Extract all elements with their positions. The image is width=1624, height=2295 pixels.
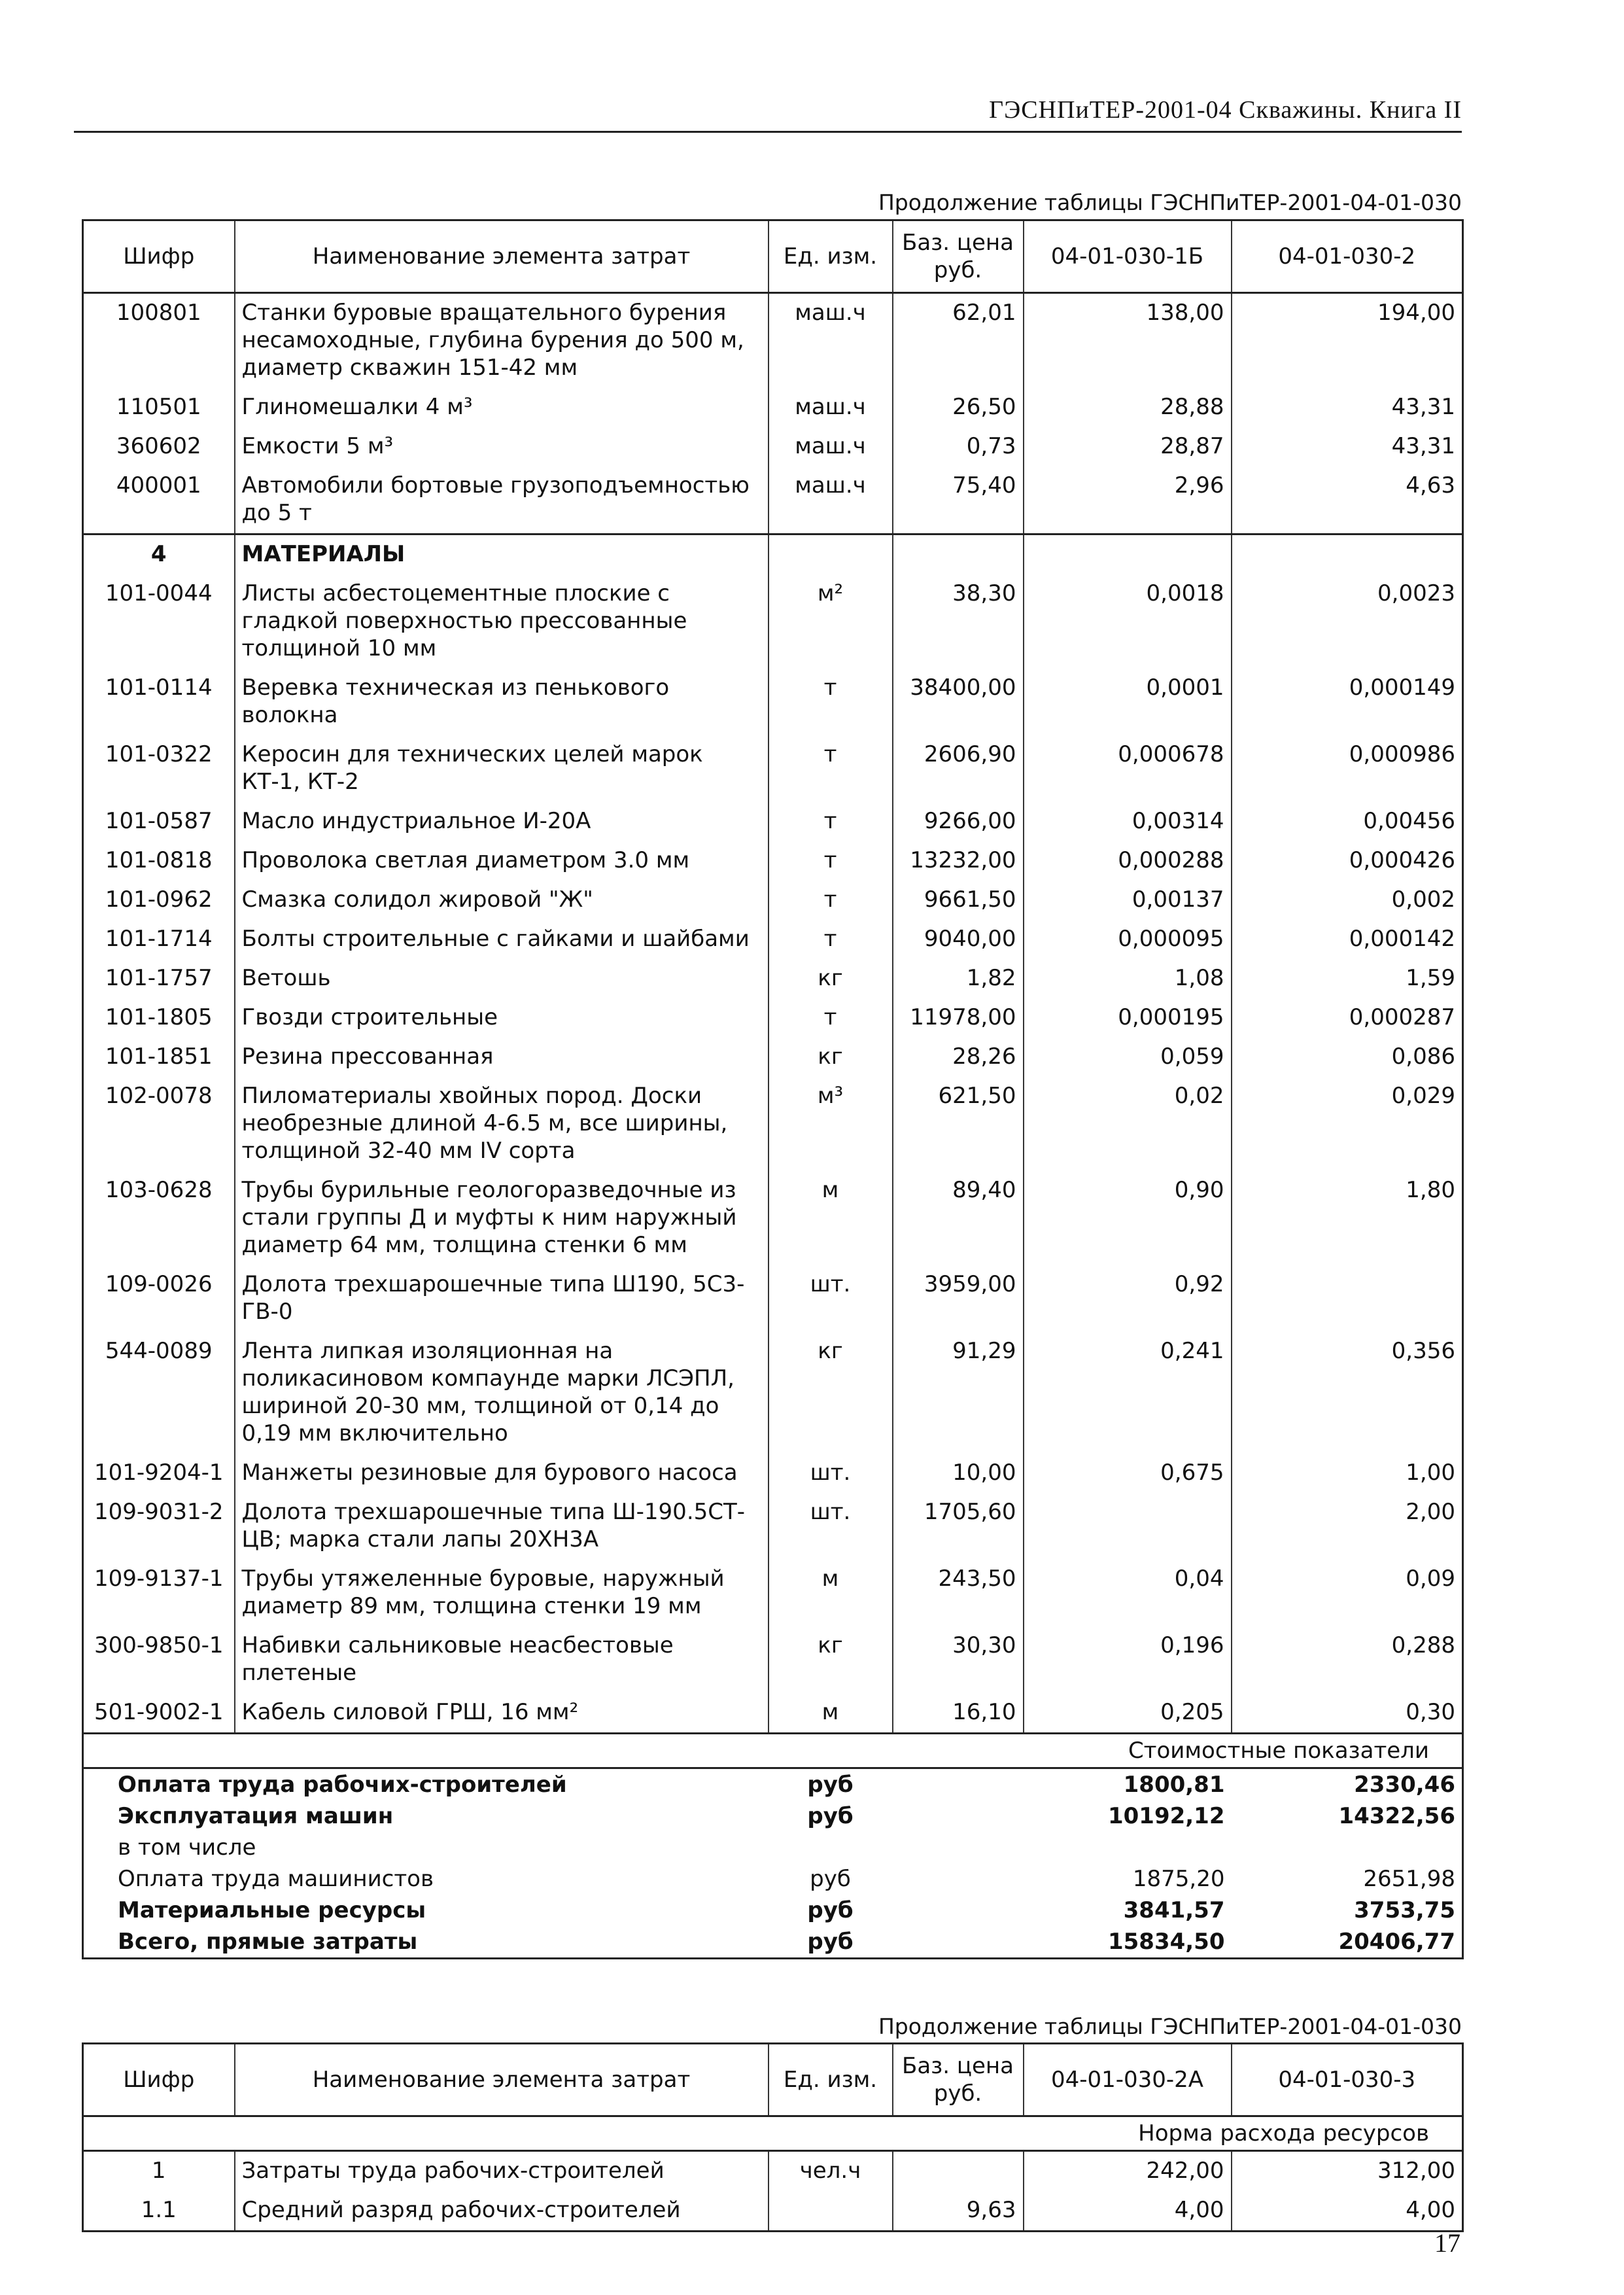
norm-value-2: 0,30 [1232,1693,1463,1734]
base-price [893,2151,1024,2192]
norm-value-2: 0,09 [1232,1560,1463,1626]
norm-value-1: 2,96 [1024,466,1232,534]
cost-value-2 [1232,1832,1463,1863]
cost-name: в том числе [118,1834,256,1861]
resource-name: Веревка техническая из пенькового волокна [235,669,769,735]
base-price: 91,29 [893,1332,1024,1454]
norm-value-1: 0,0001 [1024,669,1232,735]
resource-unit: м [769,1560,893,1626]
cost-header-row [83,1734,1463,1768]
col-header-unit: Ед. изм. [769,2044,893,2116]
resource-name: Масло индустриальное И-20А [235,802,769,841]
norm-value-1: 0,000195 [1024,998,1232,1038]
resource-unit: кг [769,1626,893,1693]
cost-unit: руб [769,1926,893,1959]
table-body [83,2116,1463,2232]
resource-unit: шт. [769,1493,893,1560]
cost-unit: руб [807,1897,854,1923]
table-row [83,1171,1463,1265]
col-header-code: Шифр [83,220,235,293]
resource-unit: м [769,1693,893,1734]
norm-value-2: 0,000287 [1232,998,1463,1038]
table-row [83,802,1463,841]
norm-value-2: 0,000426 [1232,841,1463,881]
cost-name: Материальные ресурсы [118,1897,426,1923]
table-row [83,574,1463,669]
cost-section-title: Стоимостные показатели [83,1734,1463,1768]
empty-cell [893,534,1024,575]
norm-value-2: 0,000142 [1232,920,1463,959]
resource-code: 501-9002-1 [94,1699,224,1725]
table-continuation-caption-2: Продолжение таблицы ГЭСНПиТЕР-2001-04-01-030 [878,2014,1462,2039]
cost-row [83,1926,1463,1959]
base-price: 10,00 [893,1454,1024,1493]
norm-value-2: 312,00 [1232,2151,1463,2192]
norm-value-2: 0,288 [1232,1626,1463,1693]
norm-value-2: 0,0023 [1232,574,1463,669]
norm-value-1: 0,675 [1024,1454,1232,1493]
resource-code: 101-0114 [105,674,213,701]
resource-unit: т [769,920,893,959]
norm-value-1: 0,000095 [1024,920,1232,959]
norm-value-1: 0,0018 [1024,574,1232,669]
norm-value-1: 0,000678 [1024,735,1232,802]
norm-value-2: 0,00456 [1232,802,1463,841]
cost-unit: руб [810,1866,851,1892]
resource-unit: м² [769,574,893,669]
page-number: 17 [1434,2228,1460,2258]
empty-cell [893,1768,1024,1801]
resource-name: Ветошь [235,959,769,998]
base-price: 9,63 [893,2191,1024,2232]
table-row [83,1560,1463,1626]
cost-name: Всего, прямые затраты [83,1926,769,1959]
resource-unit: кг [769,959,893,998]
table-row [83,841,1463,881]
norm-value-1: 0,059 [1024,1038,1232,1077]
resource-code: 109-0026 [105,1271,213,1297]
table-row [83,1693,1463,1734]
table-row [83,1454,1463,1493]
base-price: 13232,00 [893,841,1024,881]
base-price: 89,40 [893,1171,1024,1265]
col-header-norm-2: 04-01-030-3 [1232,2044,1463,2116]
resource-code: 101-1714 [105,926,213,952]
resource-code: 101-0322 [105,741,213,767]
cost-value-2: 20406,77 [1232,1926,1463,1959]
col-header-name: Наименование элемента затрат [235,2044,769,2116]
resource-code: 109-9031-2 [94,1499,224,1525]
resource-name: Смазка солидол жировой "Ж" [235,881,769,920]
resource-code: 101-0818 [105,847,213,873]
table-row [83,881,1463,920]
table-row [83,1493,1463,1560]
table-row [83,1265,1463,1332]
table-row [83,388,1463,427]
table-row [83,293,1463,389]
cost-unit [769,1832,893,1863]
resource-name: Манжеты резиновые для бурового насоса [235,1454,769,1493]
resource-code: 544-0089 [105,1338,213,1364]
table-header-row [83,2044,1463,2116]
resource-unit: т [769,735,893,802]
cost-value-1: 3841,57 [1123,1897,1225,1923]
table-row [83,959,1463,998]
table-row [83,1038,1463,1077]
section-title: МАТЕРИАЛЫ [235,534,769,575]
norm-header-row [83,2116,1463,2151]
table-body [83,293,1463,1959]
resource-name: Лента липкая изоляционная на поликасиновом компаунде марки ЛСЭПЛ, шириной 20-30 мм, толщиной от 0,14 до 0,19 мм включительно [235,1332,769,1454]
cost-value-1: 10192,12 [1107,1803,1225,1829]
cost-row [83,1863,1463,1895]
resource-code: 102-0078 [105,1083,213,1109]
cost-value-1: 1875,20 [1132,1866,1225,1892]
resource-unit: шт. [769,1454,893,1493]
resource-name: Проволока светлая диаметром 3.0 мм [235,841,769,881]
resource-name: Затраты труда рабочих-строителей [235,2151,769,2192]
cost-value-2: 14322,56 [1338,1803,1455,1829]
resource-name: Трубы утяжеленные буровые, наружный диаметр 89 мм, толщина стенки 19 мм [235,1560,769,1626]
base-price: 30,30 [893,1626,1024,1693]
resource-code: 101-1851 [105,1043,213,1070]
resource-name: Набивки сальниковые неасбестовые плетеные [235,1626,769,1693]
base-price: 2606,90 [893,735,1024,802]
base-price: 1705,60 [893,1493,1024,1560]
empty-cell [769,534,893,575]
cost-value-1: 15834,50 [1024,1926,1232,1959]
resource-unit: кг [769,1332,893,1454]
base-price: 243,50 [893,1560,1024,1626]
empty-cell [1024,534,1232,575]
resource-code: 1.1 [141,2197,177,2223]
norm-value-1: 0,196 [1024,1626,1232,1693]
norm-value-2: 0,000149 [1232,669,1463,735]
resource-code: 101-0044 [105,580,213,606]
norm-value-1: 0,92 [1024,1265,1232,1332]
cost-row [83,1768,1463,1801]
norm-value-1: 0,00314 [1024,802,1232,841]
norm-value-2 [1232,1265,1463,1332]
norm-value-2: 1,80 [1232,1171,1463,1265]
table-continuation-caption: Продолжение таблицы ГЭСНПиТЕР-2001-04-01-030 [878,190,1462,215]
table-row [83,466,1463,534]
section-code: 4 [83,534,235,575]
resource-unit: маш.ч [769,427,893,466]
norm-value-2: 1,00 [1232,1454,1463,1493]
resource-unit: т [769,802,893,841]
col-header-code: Шифр [83,2044,235,2116]
resource-code: 101-9204-1 [94,1460,224,1486]
resource-name: Керосин для технических целей марок КТ-1, КТ-2 [235,735,769,802]
norm-section-title: Норма расхода ресурсов [83,2116,1463,2151]
resource-code: 1 [151,2158,166,2184]
norm-value-2: 4,00 [1232,2191,1463,2232]
col-header-norm-2: 04-01-030-2 [1232,220,1463,293]
norm-value-1: 28,87 [1024,427,1232,466]
resource-code: 101-1757 [105,965,213,991]
resource-name: Автомобили бортовые грузоподъемностью до 5 т [235,466,769,534]
table-row [83,1626,1463,1693]
empty-cell [1232,534,1463,575]
base-price: 9661,50 [893,881,1024,920]
table-row [83,669,1463,735]
cost-row [83,1895,1463,1926]
base-price: 9266,00 [893,802,1024,841]
resource-name: Долота трехшарошечные типа Ш-190.5СТ-ЦВ; марка стали лапы 20ХН3А [235,1493,769,1560]
cost-value-1 [1024,1832,1232,1863]
base-price: 11978,00 [893,998,1024,1038]
table-row [83,735,1463,802]
col-header-price: Баз. цена руб. [893,2044,1024,2116]
col-header-norm-1: 04-01-030-2А [1024,2044,1232,2116]
empty-cell [893,1863,1024,1895]
resource-unit: шт. [769,1265,893,1332]
resource-unit: маш.ч [769,293,893,389]
empty-cell [893,1926,1024,1959]
norm-value-1: 0,90 [1024,1171,1232,1265]
resource-code: 101-0587 [105,808,213,834]
base-price: 28,26 [893,1038,1024,1077]
resource-unit: м [769,1171,893,1265]
table-row [83,1077,1463,1171]
resource-name: Болты строительные с гайками и шайбами [235,920,769,959]
empty-cell [893,1800,1024,1832]
resource-name: Станки буровые вращательного бурения несамоходные, глубина бурения до 500 м, диаметр скважин 151-42 мм [235,293,769,389]
norm-value-2: 0,000986 [1232,735,1463,802]
norm-value-2: 0,356 [1232,1332,1463,1454]
empty-cell [893,1895,1024,1926]
col-header-price: Баз. цена руб. [893,220,1024,293]
norm-value-2: 43,31 [1232,427,1463,466]
section-row [83,534,1463,575]
resource-unit: т [769,998,893,1038]
norm-value-2: 194,00 [1232,293,1463,389]
resource-code: 300-9850-1 [94,1632,224,1658]
base-price: 16,10 [893,1693,1024,1734]
cost-name: Оплата труда рабочих-строителей [118,1772,567,1798]
resource-code: 360602 [116,433,201,459]
table-row [83,2151,1463,2192]
resource-table [82,219,1464,1959]
resource-name: Долота трехшарошечные типа Ш190, 5С3-ГВ-0 [235,1265,769,1332]
norm-value-2: 4,63 [1232,466,1463,534]
document-title: ГЭСНПиТЕР-2001-04 Скважины. Книга II [989,96,1462,124]
table-row [83,1332,1463,1454]
resource-table-2 [82,2042,1464,2232]
col-header-name: Наименование элемента затрат [235,220,769,293]
resource-unit: чел.ч [769,2151,893,2192]
resource-name: Гвозди строительные [235,998,769,1038]
cost-value-2: 2330,46 [1354,1772,1455,1798]
empty-cell [893,1832,1024,1863]
cost-row [83,1832,1463,1863]
resource-unit: т [769,669,893,735]
page-header [74,92,1462,133]
norm-value-1: 0,04 [1024,1560,1232,1626]
norm-value-1: 28,88 [1024,388,1232,427]
resource-unit: т [769,881,893,920]
resource-code: 110501 [116,394,201,420]
base-price: 62,01 [893,293,1024,389]
table-header-row [83,220,1463,293]
resource-unit: т [769,841,893,881]
base-price: 38,30 [893,574,1024,669]
resource-name: Емкости 5 м³ [235,427,769,466]
resource-unit: маш.ч [769,388,893,427]
cost-name: Эксплуатация машин [118,1803,394,1829]
resource-code: 400001 [116,472,201,499]
base-price: 38400,00 [893,669,1024,735]
cost-row [83,1800,1463,1832]
resource-name: Резина прессованная [235,1038,769,1077]
base-price: 621,50 [893,1077,1024,1171]
norm-value-1: 0,00137 [1024,881,1232,920]
norm-value-2: 2,00 [1232,1493,1463,1560]
resource-code: 101-0962 [105,886,213,913]
resource-name: Трубы бурильные геологоразведочные из стали группы Д и муфты к ним наружный диаметр 64 мм, толщина стенки 6 мм [235,1171,769,1265]
base-price: 26,50 [893,388,1024,427]
table-row [83,427,1463,466]
norm-value-1: 0,000288 [1024,841,1232,881]
norm-value-1: 138,00 [1024,293,1232,389]
resource-code: 100801 [116,300,201,326]
norm-value-2: 0,086 [1232,1038,1463,1077]
resource-code: 109-9137-1 [94,1566,224,1592]
norm-value-2: 43,31 [1232,388,1463,427]
resource-unit: маш.ч [769,466,893,534]
norm-value-1: 0,02 [1024,1077,1232,1171]
norm-value-1: 1,08 [1024,959,1232,998]
base-price: 3959,00 [893,1265,1024,1332]
norm-value-2: 1,59 [1232,959,1463,998]
base-price: 1,82 [893,959,1024,998]
resource-code: 103-0628 [105,1177,213,1203]
resource-name: Листы асбестоцементные плоские с гладкой поверхностью прессованные толщиной 10 мм [235,574,769,669]
cost-name: Оплата труда машинистов [118,1866,434,1892]
cost-value-2: 2651,98 [1363,1866,1455,1892]
resource-name: Средний разряд рабочих-строителей [235,2191,769,2232]
base-price: 9040,00 [893,920,1024,959]
cost-unit: руб [807,1772,854,1798]
resource-name: Кабель силовой ГРШ, 16 мм² [235,1693,769,1734]
cost-value-1: 1800,81 [1123,1772,1225,1798]
base-price: 75,40 [893,466,1024,534]
resource-unit [769,2191,893,2232]
norm-value-1: 0,241 [1024,1332,1232,1454]
table-row [83,920,1463,959]
col-header-norm-1: 04-01-030-1Б [1024,220,1232,293]
cost-value-2: 3753,75 [1354,1897,1455,1923]
norm-value-1 [1024,1493,1232,1560]
norm-value-2: 0,002 [1232,881,1463,920]
table-row [83,2191,1463,2232]
resource-code: 101-1805 [105,1004,213,1030]
norm-value-1: 4,00 [1024,2191,1232,2232]
resource-name: Глиномешалки 4 м³ [235,388,769,427]
cost-unit: руб [807,1803,854,1829]
norm-value-1: 242,00 [1024,2151,1232,2192]
resource-unit: м³ [769,1077,893,1171]
norm-value-2: 0,029 [1232,1077,1463,1171]
resource-unit: кг [769,1038,893,1077]
norm-value-1: 0,205 [1024,1693,1232,1734]
table-row [83,998,1463,1038]
base-price: 0,73 [893,427,1024,466]
col-header-unit: Ед. изм. [769,220,893,293]
resource-name: Пиломатериалы хвойных пород. Доски необрезные длиной 4-6.5 м, все ширины, толщиной 32-40 мм IV сорта [235,1077,769,1171]
